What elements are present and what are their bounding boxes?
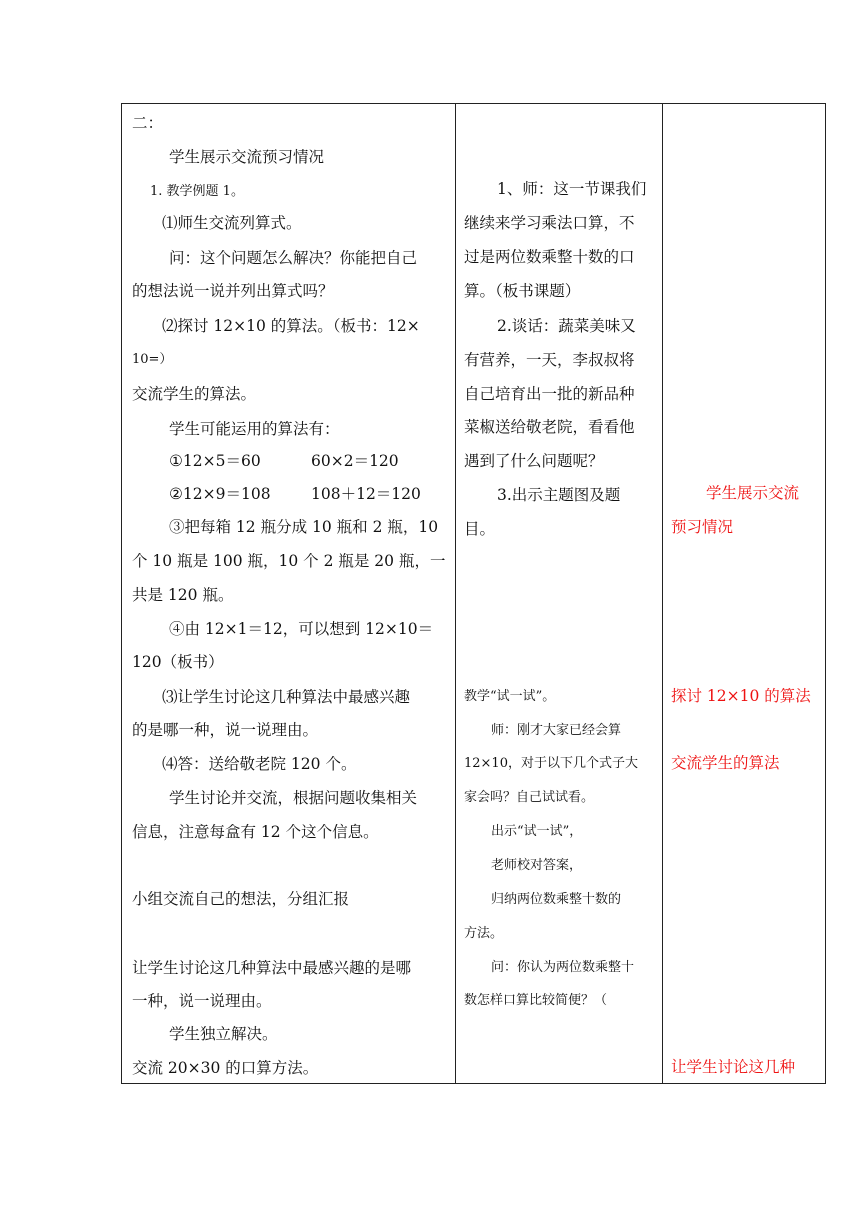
note-line: 预习情况 [671, 518, 734, 536]
text-line: 教学“试一试”。 [464, 689, 556, 704]
text-line: 学生独立解决。 [169, 1025, 278, 1043]
text-line: 学生可能运用的算法有： [169, 420, 340, 438]
text-line: ⑶让学生讨论这几种算法中最感兴趣 [162, 688, 411, 706]
teacher-activity-column [456, 104, 662, 1083]
text-line: 出示“试一试”， [491, 824, 583, 839]
text-line: 108＋12＝120 [311, 485, 421, 503]
text-line: 问：这个问题怎么解决？你能把自己 [169, 249, 418, 267]
text-line: ⑷答：送给敬老院 120 个。 [162, 755, 357, 773]
design-notes-column [663, 104, 827, 1083]
text-line: 师：刚才大家已经会算 [491, 723, 622, 738]
text-line: 60×2＝120 [311, 452, 399, 470]
text-line: 目。 [464, 520, 496, 538]
text-line: ①12×5＝60 [169, 452, 261, 470]
text-line: 家会吗？自己试试看。 [464, 790, 595, 805]
text-line: 老师校对答案， [491, 858, 583, 873]
text-line: 学生讨论并交流，根据问题收集相关 [169, 789, 418, 807]
note-line: 交流学生的算法 [671, 754, 780, 772]
text-line: ②12×9＝108 [169, 485, 271, 503]
text-line: 继续来学习乘法口算，不 [464, 214, 635, 232]
text-line: 2.谈话：蔬菜美味又 [497, 317, 636, 335]
text-line: 的是哪一种，说一说理由。 [132, 721, 319, 739]
text-line: 信息，注意每盒有 12 个这个信息。 [132, 823, 379, 841]
text-line: 的想法说一说并列出算式吗？ [132, 282, 334, 300]
text-line: 问：你认为两位数乘整十 [491, 960, 635, 975]
text-line: 遇到了什么问题呢？ [464, 452, 604, 470]
student-activity-column [122, 104, 455, 1083]
note-line: 让学生讨论这几种 [671, 1058, 796, 1076]
text-line: 学生展示交流预习情况 [169, 148, 325, 166]
text-line: 让学生讨论这几种算法中最感兴趣的是哪 [132, 959, 412, 977]
text-line: 120（板书） [132, 653, 224, 671]
text-line: 方法。 [464, 926, 504, 941]
text-line: 交流 20×30 的口算方法。 [132, 1059, 319, 1077]
text-line: 交流学生的算法。 [132, 385, 257, 403]
text-line: ⑵探讨 12×10 的算法。（板书：12× [162, 317, 420, 335]
text-line: 3.出示主题图及题 [497, 486, 621, 504]
text-line: 算。（板书课题） [464, 282, 581, 300]
text-line: 有营养，一天，李叔叔将 [464, 351, 635, 369]
text-line: 菜椒送给敬老院，看看他 [464, 418, 635, 436]
text-line: ⑴师生交流列算式。 [162, 214, 302, 232]
note-line: 学生展示交流 [706, 484, 800, 502]
text-line: 过是两位数乘整十数的口 [464, 248, 635, 266]
section-heading: 二： [132, 114, 164, 132]
note-line: 探讨 12×10 的算法 [671, 687, 811, 705]
text-line: 共是 120 瓶。 [132, 586, 234, 604]
text-line: 1、师：这一节课我们 [497, 180, 647, 198]
text-line: 一种，说一说理由。 [132, 992, 272, 1010]
text-line: 数怎样口算比较简便？（ [464, 993, 608, 1008]
lesson-plan-table [121, 103, 826, 1084]
text-line: 12×10，对于以下几个式子大 [464, 756, 638, 771]
text-line: 归纳两位数乘整十数的 [491, 892, 622, 907]
text-line: 1. 教学例题 1。 [150, 184, 244, 199]
text-line: 个 10 瓶是 100 瓶，10 个 2 瓶是 20 瓶，一 [132, 552, 446, 570]
text-line: ④由 12×1＝12，可以想到 12×10＝ [169, 620, 434, 638]
text-line: 自己培育出一批的新品种 [464, 385, 635, 403]
text-line: 小组交流自己的想法，分组汇报 [132, 890, 350, 908]
text-line: 10=） [132, 352, 173, 367]
text-line: ③把每箱 12 瓶分成 10 瓶和 2 瓶，10 [169, 518, 439, 536]
